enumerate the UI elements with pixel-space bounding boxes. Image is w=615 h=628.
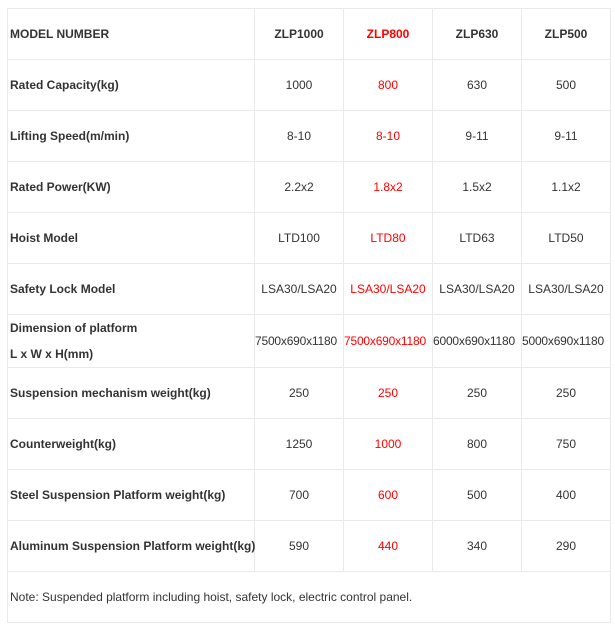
row-label: Safety Lock Model [8,264,255,315]
row-label: Suspension mechanism weight(kg) [8,368,255,419]
table-row-rated-power [8,162,611,213]
cell-value: 400 [522,470,611,521]
row-label: Rated Capacity(kg) [8,60,255,111]
row-label: Steel Suspension Platform weight(kg) [8,470,255,521]
table-row-steel-platform-weight [8,470,611,521]
cell-value: 590 [255,521,344,572]
cell-value: 6000x690x1180 [433,315,522,368]
cell-value: 1000 [255,60,344,111]
cell-value: 7500x690x1180 [255,315,344,368]
table-header-row [8,9,611,60]
cell-value: 250 [255,368,344,419]
row-label-line1: Dimension of platform [10,321,138,335]
row-label: Counterweight(kg) [8,419,255,470]
cell-value-highlight: 1.8x2 [344,162,433,213]
cell-value: LSA30/LSA20 [522,264,611,315]
model-zlp630: ZLP630 [433,9,522,60]
cell-value-highlight: 8-10 [344,111,433,162]
cell-value: 250 [522,368,611,419]
cell-value-highlight: 600 [344,470,433,521]
cell-value-highlight: 7500x690x1180 [344,315,433,368]
cell-value: 1.1x2 [522,162,611,213]
cell-value: LTD50 [522,213,611,264]
table-row-dimension [8,315,611,368]
cell-value-highlight: 440 [344,521,433,572]
spec-table [7,8,611,623]
table-row-note [8,572,611,623]
table-note: Note: Suspended platform including hoist, safety lock, electric control panel. [8,572,611,623]
cell-value-highlight: 800 [344,60,433,111]
model-zlp1000: ZLP1000 [255,9,344,60]
row-label: Lifting Speed(m/min) [8,111,255,162]
cell-value: 9-11 [522,111,611,162]
row-label: Rated Power(KW) [8,162,255,213]
table-row-suspension-mechanism-weight [8,368,611,419]
table-row-aluminum-platform-weight [8,521,611,572]
cell-value: 8-10 [255,111,344,162]
cell-value: 630 [433,60,522,111]
model-zlp500: ZLP500 [522,9,611,60]
cell-value: 500 [433,470,522,521]
cell-value-highlight: 250 [344,368,433,419]
table-row-lifting-speed [8,111,611,162]
cell-value: LTD63 [433,213,522,264]
table-row-counterweight [8,419,611,470]
row-label: Hoist Model [8,213,255,264]
cell-value: LSA30/LSA20 [433,264,522,315]
cell-value: 340 [433,521,522,572]
cell-value: 2.2x2 [255,162,344,213]
cell-value-highlight: 1000 [344,419,433,470]
cell-value: LTD100 [255,213,344,264]
cell-value-highlight: LSA30/LSA20 [344,264,433,315]
cell-value: 1250 [255,419,344,470]
header-label: MODEL NUMBER [8,9,255,60]
cell-value: 750 [522,419,611,470]
model-zlp800: ZLP800 [344,9,433,60]
cell-value: 700 [255,470,344,521]
row-label [8,315,255,368]
cell-value: 500 [522,60,611,111]
cell-value-highlight: LTD80 [344,213,433,264]
cell-value: LSA30/LSA20 [255,264,344,315]
table-row-hoist-model [8,213,611,264]
table-row-safety-lock-model [8,264,611,315]
cell-value: 250 [433,368,522,419]
row-label: Aluminum Suspension Platform weight(kg) [8,521,255,572]
cell-value: 9-11 [433,111,522,162]
cell-value: 290 [522,521,611,572]
cell-value: 5000x690x1180 [522,315,611,368]
cell-value: 1.5x2 [433,162,522,213]
row-label-line2: L x W x H(mm) [10,347,94,361]
table-row-rated-capacity [8,60,611,111]
cell-value: 800 [433,419,522,470]
